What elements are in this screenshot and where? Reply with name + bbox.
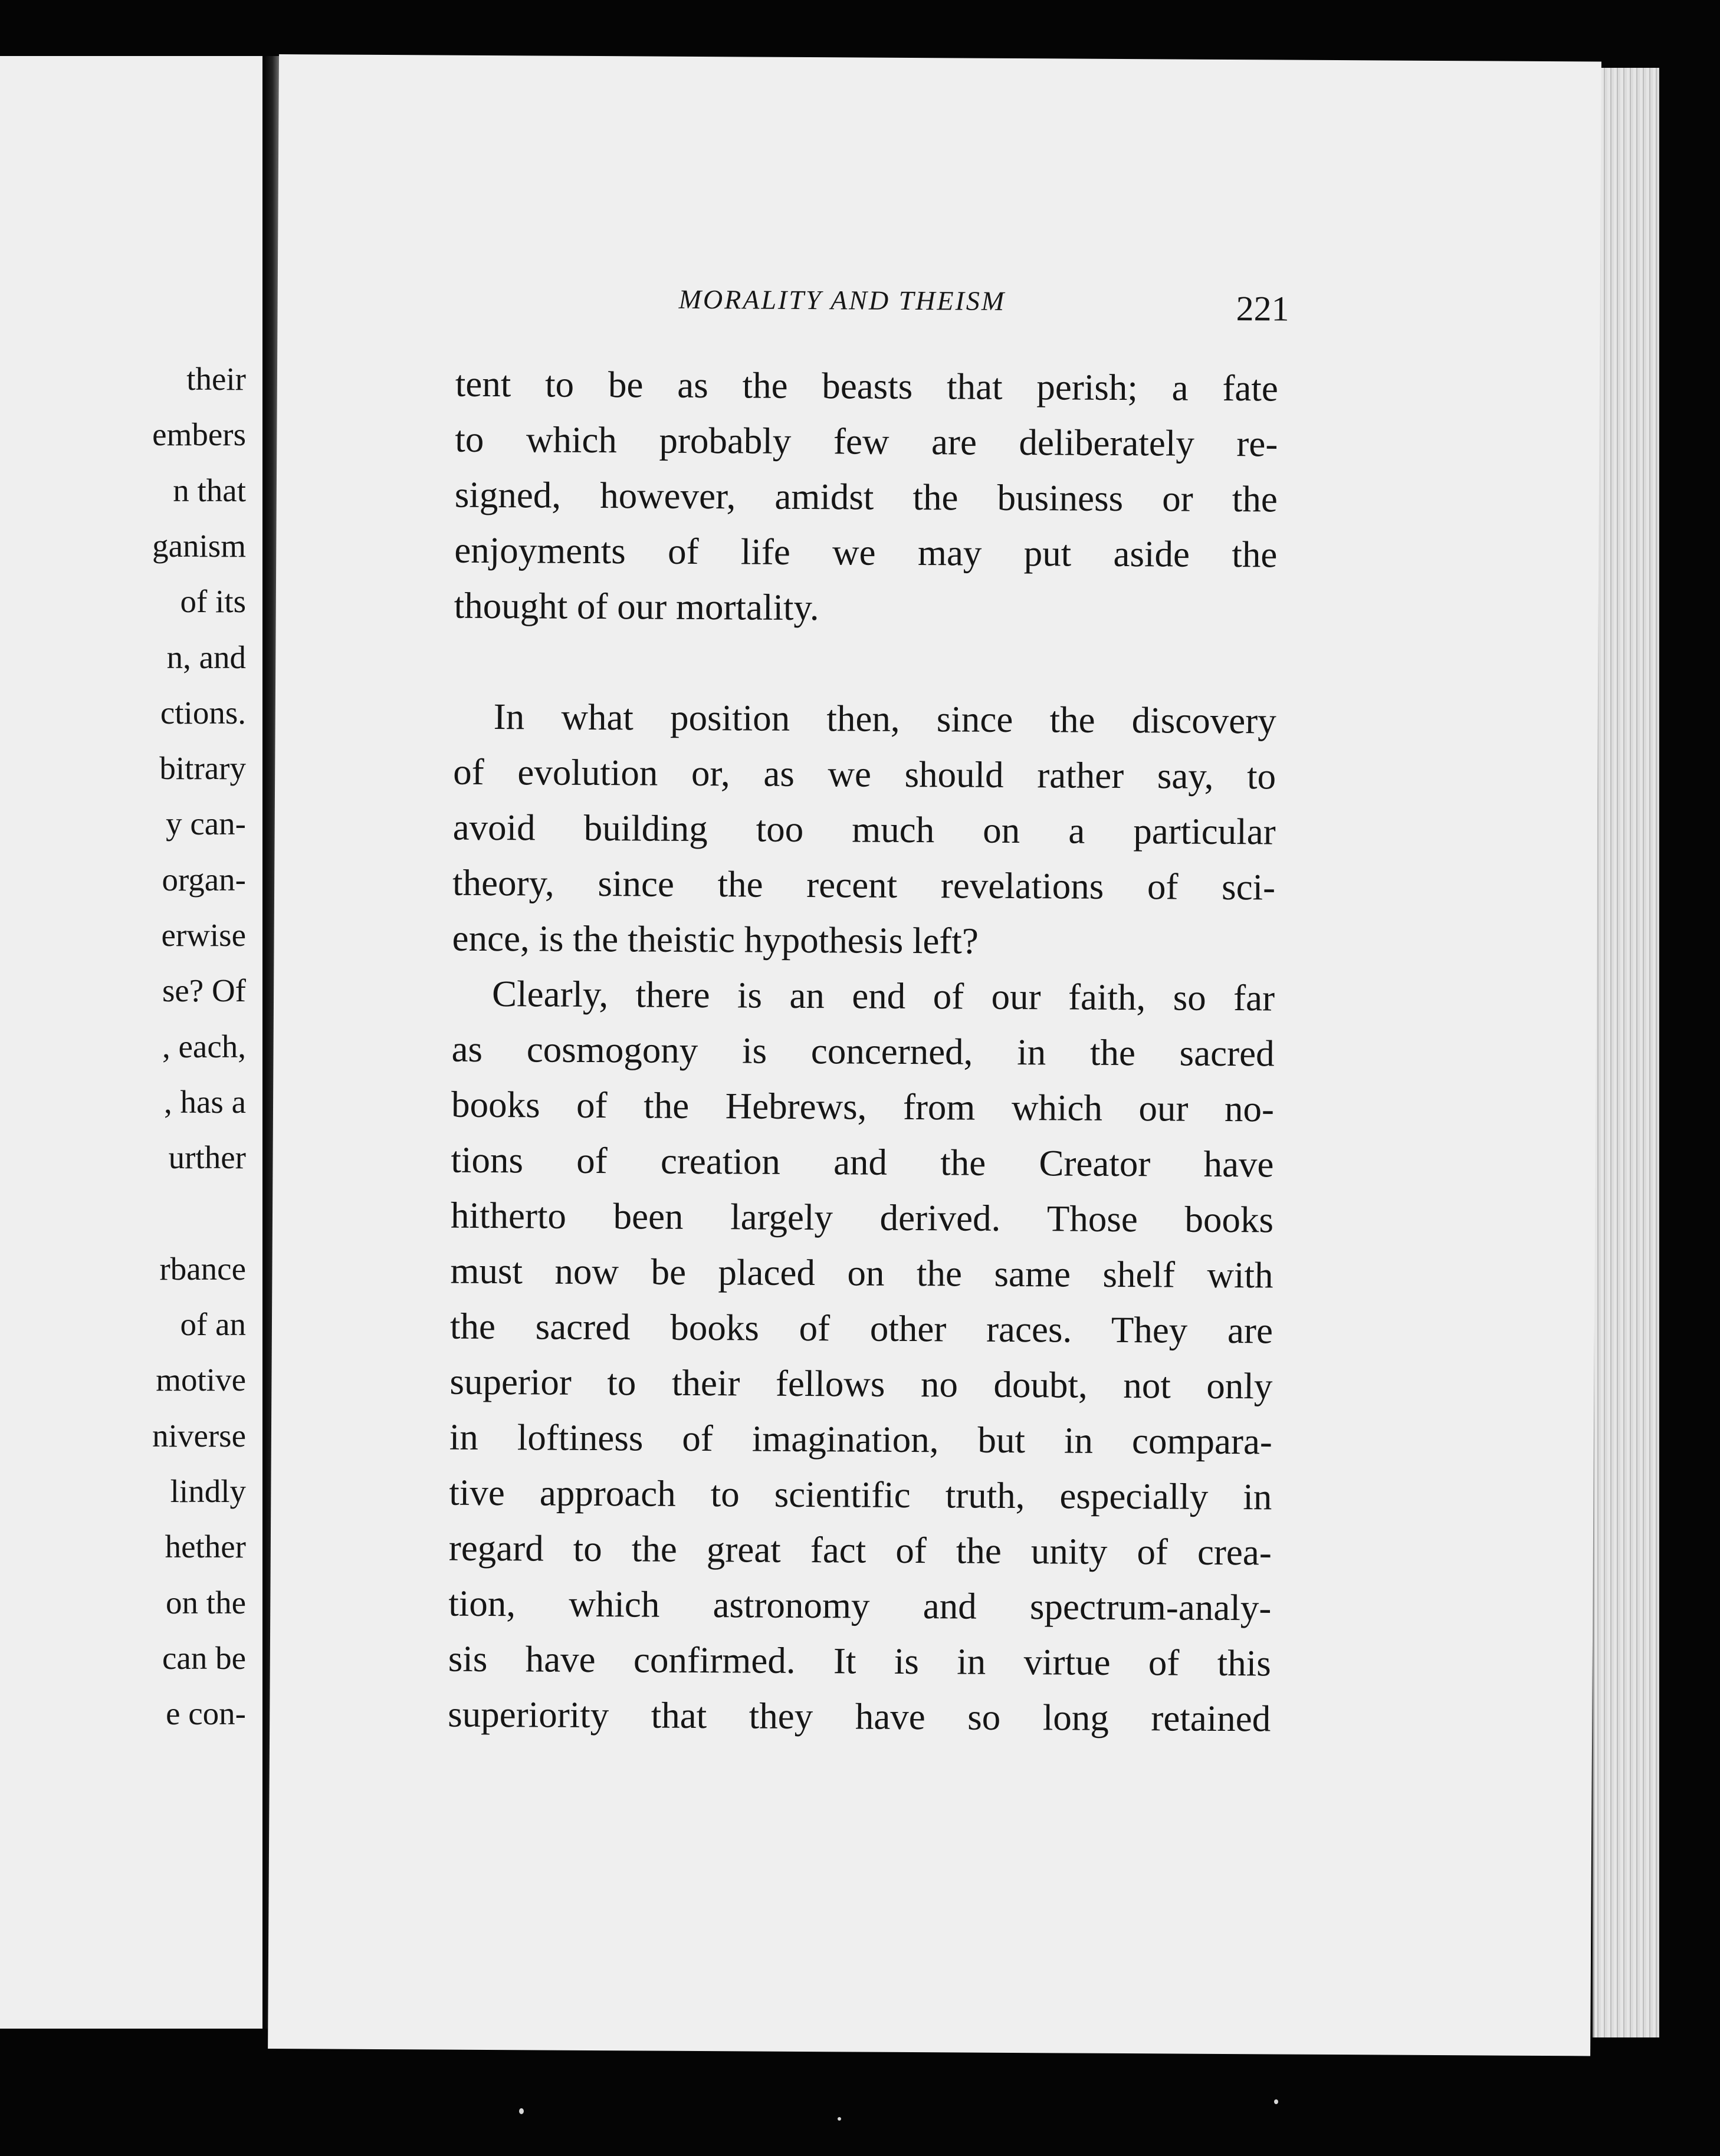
text-line: superior to their fellows no doubt, not only bbox=[449, 1360, 1273, 1407]
page-edges bbox=[1593, 68, 1659, 2037]
left-page-line-fragment: y can- bbox=[166, 806, 246, 842]
left-page-line-fragment: se? Of bbox=[162, 972, 246, 1009]
left-page-line-fragment: can be bbox=[162, 1639, 246, 1676]
text-line: regard to the great fact of the unity of crea- bbox=[448, 1527, 1272, 1573]
left-page-line-fragment: bitrary bbox=[159, 750, 246, 787]
left-page-line-fragment: ctions. bbox=[160, 694, 246, 731]
left-page-line-fragment: niverse bbox=[152, 1417, 246, 1454]
dust-speck bbox=[1274, 2099, 1278, 2104]
left-page-line-fragment: ganism bbox=[152, 527, 246, 564]
right-page bbox=[268, 54, 1601, 2056]
running-head: MORALITY AND THEISM bbox=[678, 284, 1006, 316]
text-line: Clearly, there is an end of our faith, so far bbox=[491, 973, 1275, 1019]
text-line: must now be placed on the same shelf with bbox=[450, 1250, 1273, 1296]
text-line: in loftiness of imagination, but in compara- bbox=[449, 1416, 1273, 1462]
text-line: thought of our mortality. bbox=[454, 584, 819, 629]
paragraph bbox=[452, 689, 1276, 971]
text-line: tive approach to scientific truth, especially in bbox=[449, 1471, 1272, 1518]
text-line: superiority that they have so long retained bbox=[448, 1693, 1271, 1740]
page-number: 221 bbox=[1236, 289, 1289, 328]
left-page bbox=[0, 56, 262, 2029]
paragraph bbox=[448, 966, 1275, 1747]
left-page-line-fragment: e con- bbox=[166, 1695, 246, 1732]
left-page-line-fragment: , has a bbox=[164, 1083, 246, 1120]
left-page-line-fragment: embers bbox=[152, 416, 246, 453]
paragraph bbox=[454, 356, 1279, 638]
text-line: ence, is the theistic hypothesis left? bbox=[452, 917, 979, 962]
text-line: as cosmogony is concerned, in the sacred bbox=[451, 1028, 1275, 1074]
text-line: tent to be as the beasts that perish; a fate bbox=[455, 363, 1279, 409]
text-line: sis have confirmed. It is in virtue of this bbox=[448, 1638, 1271, 1684]
text-line: enjoyments of life we may put aside the bbox=[454, 529, 1278, 576]
paragraph-gap bbox=[454, 633, 1277, 694]
left-page-line-fragment: on the bbox=[166, 1584, 246, 1621]
left-page-line-fragment: of its bbox=[180, 583, 246, 620]
body-text bbox=[448, 356, 1278, 1747]
text-line: theory, since the recent revelations of sci- bbox=[452, 862, 1276, 908]
text-line: tions of creation and the Creator have bbox=[451, 1139, 1274, 1185]
text-line: In what position then, since the discovery bbox=[493, 696, 1276, 742]
left-page-line-fragment: erwise bbox=[161, 917, 246, 953]
left-page-line-fragment: their bbox=[186, 361, 246, 397]
text-line: of evolution or, as we should rather say, to bbox=[453, 751, 1276, 797]
left-page-line-fragment: hether bbox=[165, 1529, 246, 1565]
dust-speck bbox=[519, 2108, 524, 2114]
left-page-line-fragment: motive bbox=[156, 1362, 246, 1398]
left-page-line-fragment: lindly bbox=[170, 1473, 246, 1509]
text-line: the sacred books of other races. They are bbox=[449, 1305, 1273, 1352]
text-line: hitherto been largely derived. Those books bbox=[450, 1194, 1274, 1241]
text-line: signed, however, amidst the business or the bbox=[454, 474, 1278, 520]
text-line: to which probably few are deliberately re- bbox=[455, 418, 1278, 465]
left-page-line-fragment: of an bbox=[180, 1306, 246, 1343]
text-line: books of the Hebrews, from which our no- bbox=[451, 1083, 1275, 1130]
text-line: avoid building too much on a particular bbox=[452, 806, 1276, 853]
dust-speck bbox=[838, 2117, 841, 2121]
left-page-line-fragment: n, and bbox=[166, 639, 246, 675]
left-page-line-fragment: urther bbox=[168, 1139, 246, 1176]
left-page-line-fragment: rbance bbox=[159, 1250, 246, 1287]
text-line: tion, which astronomy and spectrum-analy- bbox=[448, 1582, 1272, 1629]
left-page-line-fragment: organ- bbox=[162, 861, 246, 898]
left-page-line-fragment: n that bbox=[173, 472, 246, 508]
left-page-line-fragment: , each, bbox=[162, 1028, 246, 1064]
